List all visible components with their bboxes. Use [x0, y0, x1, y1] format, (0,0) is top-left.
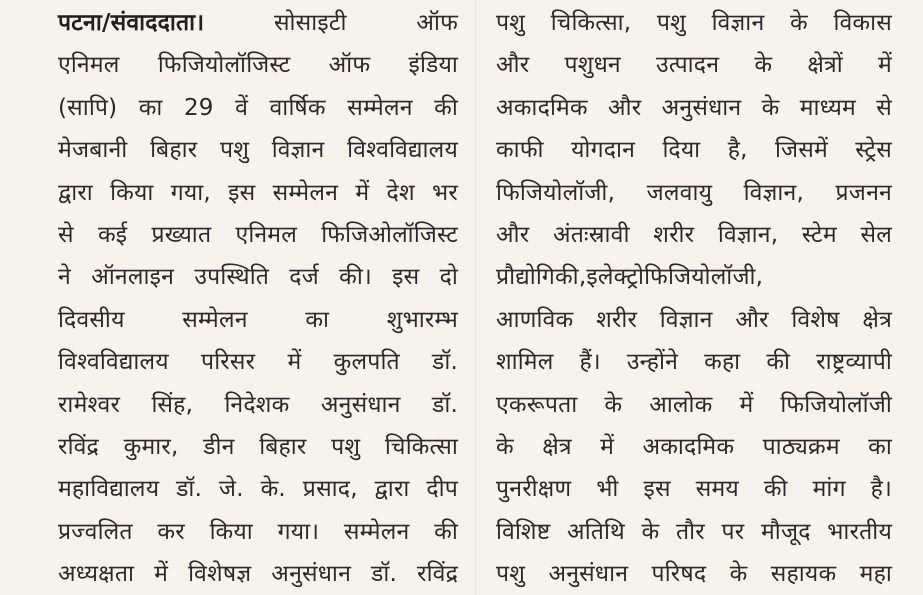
text-line: ने ऑनलाइन उपस्थिति दर्ज की। इस दो [58, 264, 458, 291]
dateline: पटना/संवाददाता। [58, 10, 205, 36]
text-line: मेजबानी बिहार पशु विज्ञान विश्वविद्यालय [58, 137, 458, 164]
text-line [58, 2, 458, 44]
text-line: और अंतःस्रावी शरीर विज्ञान, स्टेम सेल [496, 221, 892, 248]
text-line: से कई प्रख्यात एनिमल फिजिओलॉजिस्ट [58, 221, 458, 248]
text-line: पुनरीक्षण भी इस समय की मांग है। [496, 476, 892, 503]
text-line: रामेश्वर सिंह, निदेशक अनुसंधान डॉ. [58, 391, 458, 418]
text-line: काफी योगदान दिया है, जिसमें स्ट्रेस [496, 137, 892, 164]
text-line-cut: पशु अनुसंधान परिषद के सहायक महा [496, 561, 892, 588]
text-line: विशिष्ट अतिथि के तौर पर मौजूद भारतीय [496, 518, 892, 545]
text-line: द्वारा किया गया, इस सम्मेलन में देश भर [58, 179, 458, 206]
text-line: अकादमिक और अनुसंधान के माध्यम से [496, 94, 892, 121]
text-line: फिजियोलॉजी, जलवायु विज्ञान, प्रजनन [496, 179, 892, 206]
text-line: दिवसीय सम्मेलन का शुभारम्भ [58, 306, 458, 333]
text-line: के क्षेत्र में अकादमिक पाठ्यक्रम का [496, 433, 892, 460]
text-line: पशु चिकित्सा, पशु विज्ञान के विकास [496, 10, 892, 36]
text-line: प्रज्वलित कर किया गया। सम्मेलन की [58, 518, 458, 545]
text-line: रविंद्र कुमार, डीन बिहार पशु चिकित्सा [58, 433, 458, 460]
text-line: (सापि) का 29 वें वार्षिक सम्मेलन की [58, 94, 458, 121]
text-line: आणविक शरीर विज्ञान और विशेष क्षेत्र [496, 306, 892, 333]
left-column [58, 2, 458, 588]
text-line: शामिल हैं। उन्होंने कहा की राष्ट्रव्यापी [496, 349, 892, 376]
text-line: एनिमल फिजियोलॉजिस्ट ऑफ इंडिया [58, 52, 458, 79]
text-line: एकरूपता के आलोक में फिजियोलॉजी [496, 391, 892, 418]
text-line-cut: अध्यक्षता में विशेषज्ञ अनुसंधान डॉ. रविंद्र [58, 561, 458, 588]
text-line: और पशुधन उत्पादन के क्षेत्रों में [496, 52, 892, 79]
column-gutter [475, 0, 476, 595]
text-line: प्रौद्योगिकी,इलेक्ट्रोफिजियोलॉजी, [496, 264, 764, 291]
right-column [496, 2, 892, 588]
text-line: महाविद्यालय डॉ. जे. के. प्रसाद, द्वारा दीप [58, 476, 458, 503]
text-line-content: सोसाइटी ऑफ [273, 10, 458, 36]
text-line: विश्वविद्यालय परिसर में कुलपति डॉ. [58, 349, 458, 376]
